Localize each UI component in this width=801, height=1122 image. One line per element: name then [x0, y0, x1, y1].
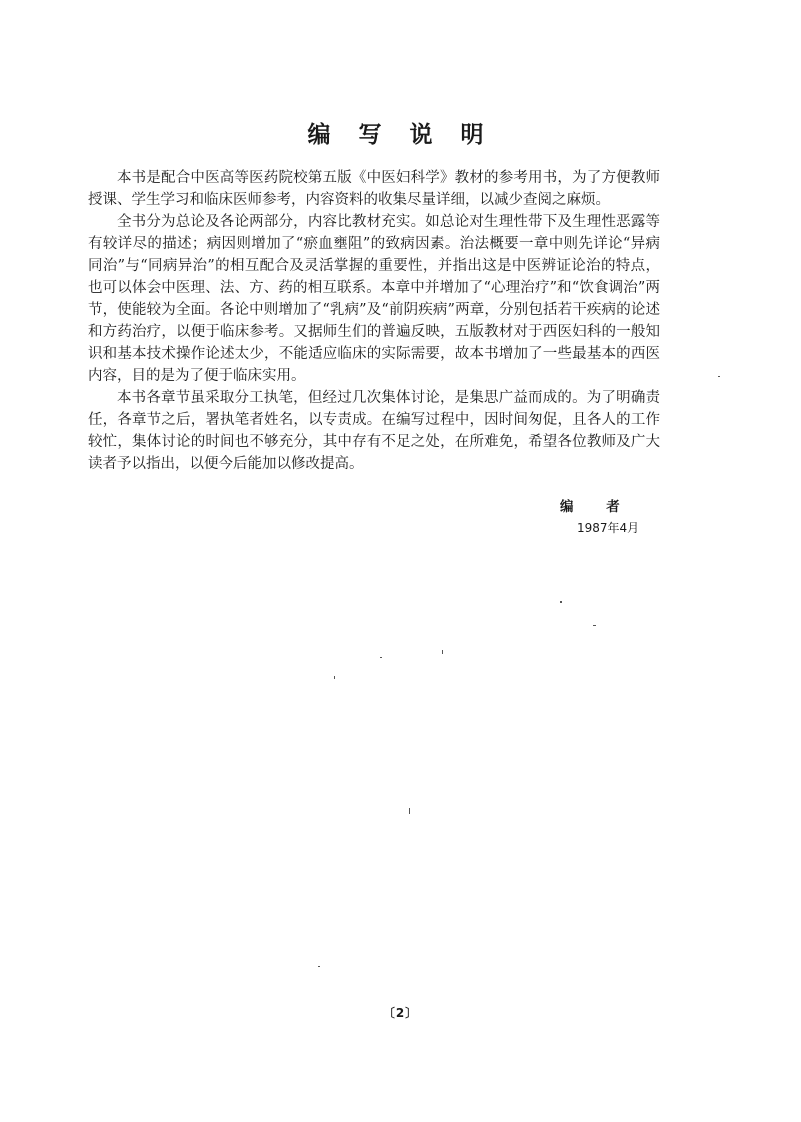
paragraph-1: 本书是配合中医高等医药院校第五版《中医妇科学》教材的参考用书，为了方便教师授课、学生学习和临床医师参考，内容资料的收集尽量详细，以减少查阅之麻烦。	[88, 170, 660, 208]
paragraph-3: 本书各章节虽采取分工执笔，但经过几次集体讨论，是集思广益而成的。为了明确责任，各章节之后，署执笔者姓名，以专责成。在编写过程中，因时间匆促，且各人的工作较忙，集体讨论的时间也不够充分，其中存有不足之处，在所难免，希望各位教师及广大读者予以指出，以便今后能加以修改提高。	[88, 390, 660, 472]
scan-speck	[334, 676, 335, 679]
scan-speck	[442, 650, 443, 654]
scan-speck	[593, 625, 596, 626]
author-signature: 编 者	[560, 499, 634, 515]
scan-speck	[318, 966, 320, 967]
date: 1987年4月	[577, 521, 640, 535]
page-number: 〔2〕	[382, 1006, 419, 1020]
page-title: 编 写 说 明	[307, 122, 494, 148]
scan-speck	[718, 376, 720, 377]
scan-speck	[380, 657, 382, 658]
paragraph-2: 全书分为总论及各论两部分，内容比教材充实。如总论对生理性带下及生理性恶露等有较详尽的描述；病因则增加了“瘀血壅阻”的致病因素。治法概要一章中则先详论“异病同治”与“同病异治”的相互配合及灵活掌握的重要性，并指出这是中医辨证论治的特点，也可以体会中医理、法、方、药的相互联系。本章中并增加了“心理治疗”和“饮食调治”两节，使能较为全面。各论中则增加了“乳病”及“前阴疾病”两章，分别包括若干疾病的论述和方药治疗，以便于临床参考。又据师生们的普遍反映，五版教材对于西医妇科的一般知识和基本技术操作论述太少，不能适应临床的实际需要，故本书增加了一些最基本的西医内容，目的是为了便于临床实用。	[88, 214, 660, 384]
preface-body	[88, 167, 660, 475]
scan-speck	[409, 808, 410, 814]
scan-speck	[560, 601, 562, 603]
